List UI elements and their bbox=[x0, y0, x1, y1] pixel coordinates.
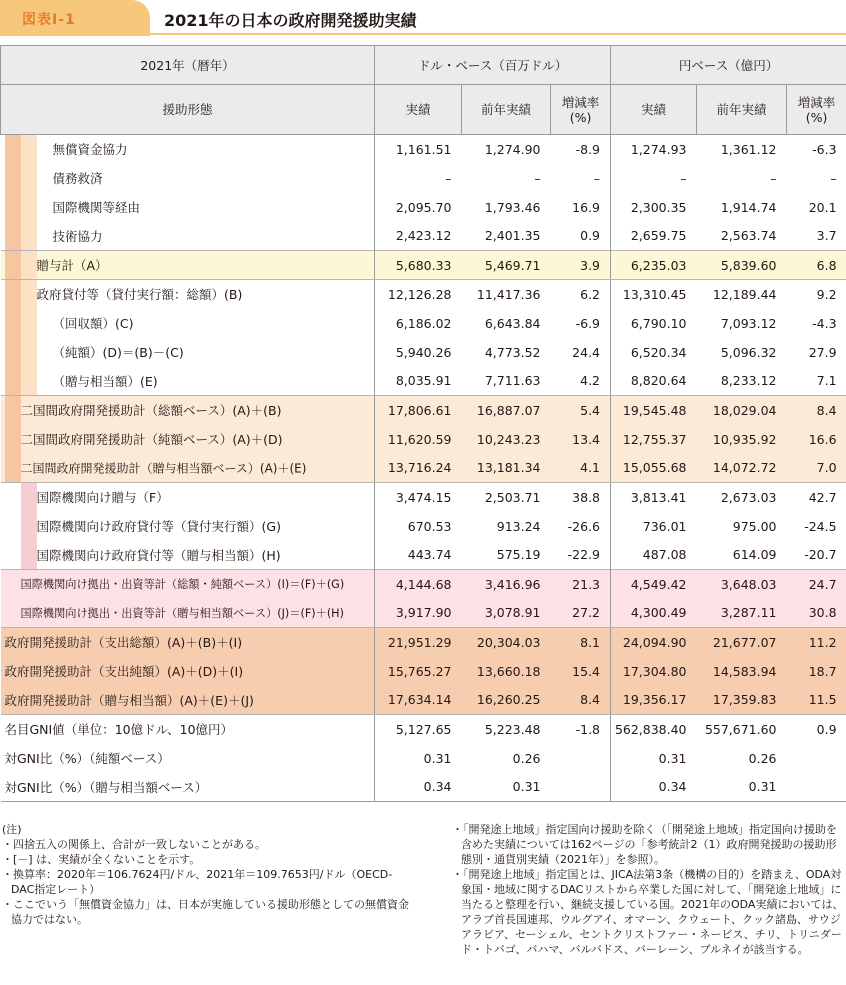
group-bar bbox=[5, 338, 21, 367]
col-dollar-actual: 実績 bbox=[375, 85, 462, 135]
cell-dollar-change: 16.9 bbox=[572, 199, 601, 215]
cell-yen-change: 3.7 bbox=[816, 228, 837, 244]
table-row bbox=[1, 280, 846, 309]
cell-dollar-prev: 4,773.52 bbox=[484, 344, 541, 360]
cell-dollar-prev: 913.24 bbox=[496, 518, 541, 534]
cell-dollar-change: 4.1 bbox=[551, 454, 611, 483]
col-yen-prev: 前年実績 bbox=[697, 85, 787, 135]
group-bar bbox=[21, 164, 37, 193]
cell-yen-change: 8.4 bbox=[787, 396, 846, 425]
cell-dollar-actual: 2,095.70 bbox=[375, 193, 462, 222]
cell-yen-prev: 975.00 bbox=[732, 518, 777, 534]
cell-yen-prev: 17,359.83 bbox=[697, 686, 787, 715]
group-bar bbox=[21, 193, 37, 222]
table-row bbox=[1, 628, 846, 657]
cell-yen-change: -6.3 bbox=[812, 141, 837, 157]
group-bar bbox=[21, 251, 37, 279]
cell-dollar-actual: 0.31 bbox=[375, 744, 462, 773]
cell-yen-actual: 6,790.10 bbox=[611, 309, 697, 338]
cell-yen-prev: 18,029.04 bbox=[697, 396, 787, 425]
cell-yen-prev: 0.26 bbox=[748, 750, 777, 766]
cell-yen-actual: 8,820.64 bbox=[611, 367, 697, 396]
row-label-cell bbox=[1, 193, 375, 222]
note-item: ・[－] は、実績が全くないことを示す。 bbox=[2, 853, 201, 866]
note-item: ・換算率：2020年＝106.7624円/ドル、2021年＝109.7653円/ドル（OECD-DAC指定レート） bbox=[2, 868, 393, 896]
cell-yen-actual: 487.08 bbox=[611, 541, 697, 570]
cell-dollar-prev: 2,503.71 bbox=[484, 489, 541, 505]
row-label-cell bbox=[1, 512, 375, 541]
cell-yen-change: 11.2 bbox=[787, 628, 846, 657]
row-label: 対GNI比（%）（純額ベース） bbox=[4, 751, 170, 766]
row-label: 国際機関等経由 bbox=[52, 200, 141, 215]
cell-yen-actual: 15,055.68 bbox=[611, 454, 697, 483]
table-row bbox=[1, 367, 846, 396]
cell-dollar-change: 21.3 bbox=[551, 570, 611, 599]
cell-dollar-actual: 443.74 bbox=[375, 541, 462, 570]
cell-yen-change: 7.0 bbox=[787, 454, 846, 483]
cell-dollar-prev: 1,793.46 bbox=[484, 199, 541, 215]
row-label-cell bbox=[1, 135, 375, 164]
cell-yen-actual: 562,838.40 bbox=[611, 715, 697, 744]
note-item: ・ここでいう「無償資金協力」は、日本が実施している援助形態としての無償資金協力ではない。 bbox=[2, 898, 409, 926]
cell-dollar-prev: 1,274.90 bbox=[484, 141, 541, 157]
group-bar bbox=[5, 280, 21, 309]
cell-dollar-actual: 5,127.65 bbox=[375, 715, 462, 744]
cell-yen-actual: 19,356.17 bbox=[611, 686, 697, 715]
figure-title: 2021年の日本の政府開発援助実績 bbox=[164, 11, 417, 30]
cell-yen-actual: – bbox=[611, 164, 697, 193]
group-bar bbox=[21, 309, 37, 338]
cell-dollar-change: 13.4 bbox=[551, 425, 611, 454]
row-label-cell bbox=[1, 541, 375, 570]
group-bar bbox=[21, 135, 37, 164]
cell-dollar-change: 4.2 bbox=[580, 373, 601, 389]
table-row bbox=[1, 657, 846, 686]
cell-dollar-actual: 15,765.27 bbox=[375, 657, 462, 686]
cell-yen-change: 0.9 bbox=[816, 721, 837, 737]
cell-yen-actual: 2,300.35 bbox=[611, 193, 697, 222]
row-label-cell bbox=[1, 773, 375, 802]
cell-dollar-actual: 2,423.12 bbox=[375, 222, 462, 251]
group-bar bbox=[21, 367, 37, 396]
row-label: 政府開発援助計（支出総額）(A)＋(B)＋(I) bbox=[4, 635, 243, 651]
cell-dollar-change: 0.9 bbox=[580, 228, 601, 244]
note-item: ・四捨五入の関係上、合計が一致しないことがある。 bbox=[2, 838, 266, 851]
cell-yen-prev: 14,583.94 bbox=[697, 657, 787, 686]
table-row bbox=[1, 570, 846, 599]
table-row bbox=[1, 251, 846, 280]
table-row bbox=[1, 773, 846, 802]
cell-dollar-prev: 3,078.91 bbox=[462, 599, 551, 628]
cell-yen-change: 9.2 bbox=[816, 286, 837, 302]
row-label: （贈与相当額）(E) bbox=[52, 373, 158, 389]
cell-dollar-actual: 1,161.51 bbox=[375, 135, 462, 164]
row-label-cell bbox=[1, 657, 375, 686]
cell-dollar-actual: 21,951.29 bbox=[375, 628, 462, 657]
row-label-cell bbox=[1, 280, 375, 309]
cell-dollar-prev: 16,260.25 bbox=[462, 686, 551, 715]
cell-dollar-actual: 13,716.24 bbox=[375, 454, 462, 483]
cell-dollar-prev: 13,181.34 bbox=[462, 454, 551, 483]
row-label: 二国間政府開発援助計（総額ベース）(A)＋(B) bbox=[20, 403, 282, 419]
cell-yen-prev: 3,648.03 bbox=[697, 570, 787, 599]
cell-dollar-prev: 20,304.03 bbox=[462, 628, 551, 657]
cell-yen-actual: 2,659.75 bbox=[611, 222, 697, 251]
group-bar bbox=[5, 309, 21, 338]
col-dollar-prev: 前年実績 bbox=[462, 85, 551, 135]
group-bar bbox=[21, 222, 37, 251]
cell-yen-change: 30.8 bbox=[787, 599, 846, 628]
table-row bbox=[1, 599, 846, 628]
yen-base-header: 円ベース（億円） bbox=[611, 46, 846, 85]
cell-dollar-actual: 0.34 bbox=[375, 773, 462, 802]
col-dollar-change: 増減率 (%) bbox=[551, 85, 611, 135]
group-bar bbox=[21, 280, 37, 309]
table-row bbox=[1, 454, 846, 483]
cell-dollar-prev: 0.31 bbox=[462, 773, 551, 802]
cell-yen-prev: – bbox=[770, 170, 777, 186]
cell-yen-actual: 3,813.41 bbox=[611, 483, 697, 512]
cell-yen-prev: 2,563.74 bbox=[720, 228, 777, 244]
dollar-base-header: ドル・ベース（百万ドル） bbox=[375, 46, 611, 85]
group-bar bbox=[21, 338, 37, 367]
cell-dollar-change: 5.4 bbox=[551, 396, 611, 425]
figure-header bbox=[0, 0, 846, 36]
cell-yen-prev: 14,072.72 bbox=[697, 454, 787, 483]
row-label: 国際機関向け拠出・出資等計（総額・純額ベース）(I)＝(F)＋(G) bbox=[20, 578, 345, 592]
cell-yen-change: 27.9 bbox=[808, 344, 837, 360]
cell-dollar-actual: 17,806.61 bbox=[375, 396, 462, 425]
cell-dollar-prev: 5,223.48 bbox=[484, 721, 541, 737]
notes-right bbox=[452, 822, 846, 957]
cell-yen-prev: 0.31 bbox=[697, 773, 787, 802]
cell-dollar-change: 8.1 bbox=[551, 628, 611, 657]
row-label: 無償資金協力 bbox=[52, 142, 128, 158]
row-label-cell bbox=[1, 309, 375, 338]
cell-dollar-prev: 7,711.63 bbox=[484, 373, 541, 389]
group-bar bbox=[5, 396, 21, 425]
cell-dollar-prev: 3,416.96 bbox=[462, 570, 551, 599]
row-label: 政府開発援助計（支出純額）(A)＋(D)＋(I) bbox=[4, 664, 244, 679]
note-item: ・「開発途上地域」指定国とは、JICA法第3条（機構の目的）を踏まえ、ODA対象国・地域に関するDACリストから卒業した国に対して、「開発途上地域」に当たると整理を行い、継続支援している国。2021年のODA実績においては、アラブ首長国連邦、ウルグアイ、オマーン、クウェート、クック諸島、サウジアラビア、セーシェル、セントクリストファー・ネービス、チリ、トリニダード・トバゴ、バハマ、バルバドス、バーレーン、ブルネイが該当する。 bbox=[452, 868, 844, 956]
row-label: 政府貸付等（貸付実行額：総額）(B) bbox=[36, 287, 243, 303]
cell-yen-actual: 6,235.03 bbox=[611, 251, 697, 280]
cell-yen-change: 24.7 bbox=[787, 570, 846, 599]
table-row bbox=[1, 541, 846, 570]
row-label-cell bbox=[1, 367, 375, 396]
cell-yen-change: -20.7 bbox=[804, 547, 837, 563]
cell-yen-prev: 8,233.12 bbox=[720, 373, 777, 389]
cell-yen-change: -24.5 bbox=[804, 518, 837, 534]
cell-yen-actual: 0.34 bbox=[611, 773, 697, 802]
group-bar bbox=[5, 193, 21, 222]
year-header: 2021年（暦年） bbox=[1, 46, 375, 85]
cell-yen-change bbox=[787, 773, 846, 802]
group-bar bbox=[5, 135, 21, 164]
cell-dollar-actual: 11,620.59 bbox=[375, 425, 462, 454]
group-bar bbox=[5, 367, 21, 396]
cell-yen-actual: 1,274.93 bbox=[611, 135, 697, 164]
group-bar bbox=[5, 454, 21, 483]
note-item: (注) bbox=[2, 823, 22, 836]
cell-dollar-actual: 6,186.02 bbox=[375, 309, 462, 338]
cell-yen-actual: 4,549.42 bbox=[611, 570, 697, 599]
table-row bbox=[1, 483, 846, 512]
cell-dollar-change: 8.4 bbox=[551, 686, 611, 715]
row-label-cell bbox=[1, 396, 375, 425]
cell-dollar-change bbox=[551, 744, 611, 773]
cell-yen-actual: 24,094.90 bbox=[611, 628, 697, 657]
row-label-cell bbox=[1, 164, 375, 193]
group-bar bbox=[21, 512, 37, 541]
table-row bbox=[1, 193, 846, 222]
row-label: 国際機関向け政府貸付等（貸付実行額）(G) bbox=[36, 519, 281, 534]
oda-results-table bbox=[0, 45, 846, 802]
cell-yen-prev: 7,093.12 bbox=[720, 315, 777, 331]
cell-yen-actual: 736.01 bbox=[611, 512, 697, 541]
cell-dollar-change: -6.9 bbox=[575, 315, 601, 331]
row-label: 政府開発援助計（贈与相当額）(A)＋(E)＋(J) bbox=[4, 692, 254, 708]
aid-type-header: 援助形態 bbox=[1, 85, 375, 135]
row-label: 二国間政府開発援助計（純額ベース）(A)＋(D) bbox=[20, 432, 283, 447]
cell-yen-change: -4.3 bbox=[812, 315, 837, 331]
row-label-cell bbox=[1, 628, 375, 657]
cell-yen-actual: 17,304.80 bbox=[611, 657, 697, 686]
cell-dollar-actual: 4,144.68 bbox=[375, 570, 462, 599]
cell-yen-change: 20.1 bbox=[808, 199, 837, 215]
cell-dollar-actual: – bbox=[375, 164, 462, 193]
group-bar bbox=[21, 541, 37, 570]
row-label-cell bbox=[1, 599, 375, 628]
cell-dollar-change: 38.8 bbox=[572, 489, 601, 505]
table-body bbox=[1, 135, 846, 802]
cell-dollar-actual: 8,035.91 bbox=[375, 367, 462, 396]
table-row bbox=[1, 512, 846, 541]
table-row bbox=[1, 425, 846, 454]
row-label-cell bbox=[1, 425, 375, 454]
cell-yen-change: 16.6 bbox=[787, 425, 846, 454]
table-row bbox=[1, 396, 846, 425]
row-label: 対GNI比（%）（贈与相当額ベース） bbox=[4, 779, 208, 795]
row-label: 贈与計（A） bbox=[36, 258, 108, 273]
table-row bbox=[1, 686, 846, 715]
table-row bbox=[1, 309, 846, 338]
group-bar bbox=[5, 164, 21, 193]
cell-dollar-change: -22.9 bbox=[567, 547, 601, 563]
group-bar bbox=[21, 483, 37, 512]
cell-dollar-actual: 3,474.15 bbox=[375, 483, 462, 512]
row-label: 債務救済 bbox=[52, 171, 103, 186]
cell-yen-actual: 0.31 bbox=[611, 744, 697, 773]
cell-dollar-prev: – bbox=[534, 170, 541, 186]
row-label: 国際機関向け拠出・出資等計（贈与相当額ベース）(J)＝(F)＋(H) bbox=[20, 606, 344, 620]
cell-dollar-change: -1.8 bbox=[575, 721, 601, 737]
cell-yen-prev: 1,361.12 bbox=[720, 141, 777, 157]
table-row bbox=[1, 135, 846, 164]
cell-dollar-actual: 5,680.33 bbox=[375, 251, 462, 280]
cell-yen-prev: 5,096.32 bbox=[720, 344, 777, 360]
row-label-cell bbox=[1, 744, 375, 773]
row-label: （回収額）(C) bbox=[52, 316, 134, 331]
cell-dollar-prev: 13,660.18 bbox=[462, 657, 551, 686]
cell-yen-change: 11.5 bbox=[787, 686, 846, 715]
cell-yen-prev: 614.09 bbox=[732, 547, 777, 563]
note-item: ・「開発途上地域」指定国向け援助を除く（「開発途上地域」指定国向け援助を含めた実績については162ページの「参考統計2（1）政府開発援助の援助形態別・通貨別実績（2021年）」を参照）。 bbox=[452, 823, 837, 866]
header-rule bbox=[150, 33, 846, 35]
col-yen-actual: 実績 bbox=[611, 85, 697, 135]
cell-dollar-actual: 670.53 bbox=[375, 512, 462, 541]
cell-yen-prev: 1,914.74 bbox=[720, 199, 777, 215]
cell-dollar-actual: 17,634.14 bbox=[375, 686, 462, 715]
cell-dollar-prev: 575.19 bbox=[496, 547, 541, 563]
group-bar bbox=[5, 251, 21, 279]
cell-yen-prev: 12,189.44 bbox=[712, 286, 777, 302]
cell-dollar-change: – bbox=[593, 170, 601, 186]
cell-dollar-prev: 16,887.07 bbox=[462, 396, 551, 425]
cell-dollar-prev: 5,469.71 bbox=[462, 251, 551, 280]
cell-dollar-change: -8.9 bbox=[575, 141, 601, 157]
row-label-cell bbox=[1, 570, 375, 599]
cell-yen-prev: 10,935.92 bbox=[697, 425, 787, 454]
col-yen-change: 増減率 (%) bbox=[787, 85, 846, 135]
cell-yen-change: 18.7 bbox=[787, 657, 846, 686]
row-label-cell bbox=[1, 338, 375, 367]
row-label-cell bbox=[1, 715, 375, 744]
table-row bbox=[1, 744, 846, 773]
group-bar bbox=[5, 425, 21, 454]
cell-yen-prev: 5,839.60 bbox=[697, 251, 787, 280]
row-label-cell bbox=[1, 251, 375, 280]
row-label: 技術協力 bbox=[52, 228, 103, 244]
cell-yen-actual: 13,310.45 bbox=[611, 280, 697, 309]
row-label: 二国間政府開発援助計（贈与相当額ベース）(A)＋(E) bbox=[20, 461, 307, 476]
cell-yen-change: – bbox=[830, 170, 837, 186]
cell-yen-actual: 6,520.34 bbox=[611, 338, 697, 367]
row-label-cell bbox=[1, 222, 375, 251]
row-label: （純額）(D)＝(B)－(C) bbox=[52, 345, 184, 360]
cell-yen-change bbox=[787, 744, 846, 773]
cell-yen-change: 6.8 bbox=[787, 251, 846, 280]
cell-dollar-change: 27.2 bbox=[551, 599, 611, 628]
cell-yen-prev: 557,671.60 bbox=[704, 721, 777, 737]
row-label-cell bbox=[1, 686, 375, 715]
cell-dollar-change: -26.6 bbox=[567, 518, 601, 534]
cell-dollar-prev: 6,643.84 bbox=[484, 315, 541, 331]
row-label-cell bbox=[1, 454, 375, 483]
row-label: 国際機関向け贈与（F） bbox=[36, 490, 169, 506]
cell-yen-prev: 21,677.07 bbox=[697, 628, 787, 657]
cell-yen-change: 7.1 bbox=[816, 373, 837, 389]
table-row bbox=[1, 338, 846, 367]
row-label: 国際機関向け政府貸付等（贈与相当額）(H) bbox=[36, 547, 281, 563]
cell-dollar-change: 6.2 bbox=[580, 286, 601, 302]
cell-yen-actual: 19,545.48 bbox=[611, 396, 697, 425]
cell-yen-prev: 2,673.03 bbox=[720, 489, 777, 505]
cell-dollar-actual: 12,126.28 bbox=[375, 280, 462, 309]
cell-dollar-change: 15.4 bbox=[551, 657, 611, 686]
cell-dollar-prev: 10,243.23 bbox=[462, 425, 551, 454]
table-row bbox=[1, 222, 846, 251]
row-label: 名目GNI値（単位：10億ドル、10億円） bbox=[4, 722, 234, 738]
cell-dollar-prev: 2,401.35 bbox=[484, 228, 541, 244]
cell-dollar-change bbox=[551, 773, 611, 802]
cell-dollar-prev: 0.26 bbox=[512, 750, 541, 766]
cell-yen-change: 42.7 bbox=[808, 489, 837, 505]
group-bar bbox=[5, 222, 21, 251]
cell-yen-prev: 3,287.11 bbox=[697, 599, 787, 628]
table-row bbox=[1, 715, 846, 744]
table-row bbox=[1, 164, 846, 193]
row-label-cell bbox=[1, 483, 375, 512]
notes-left bbox=[2, 822, 410, 927]
figure-tag bbox=[0, 0, 150, 36]
figure-tag-label: 図表Ⅰ-1 bbox=[22, 12, 76, 28]
cell-dollar-actual: 5,940.26 bbox=[375, 338, 462, 367]
cell-yen-actual: 12,755.37 bbox=[611, 425, 697, 454]
cell-dollar-change: 3.9 bbox=[551, 251, 611, 280]
cell-yen-actual: 4,300.49 bbox=[611, 599, 697, 628]
cell-dollar-actual: 3,917.90 bbox=[375, 599, 462, 628]
cell-dollar-prev: 11,417.36 bbox=[476, 286, 541, 302]
cell-dollar-change: 24.4 bbox=[572, 344, 601, 360]
